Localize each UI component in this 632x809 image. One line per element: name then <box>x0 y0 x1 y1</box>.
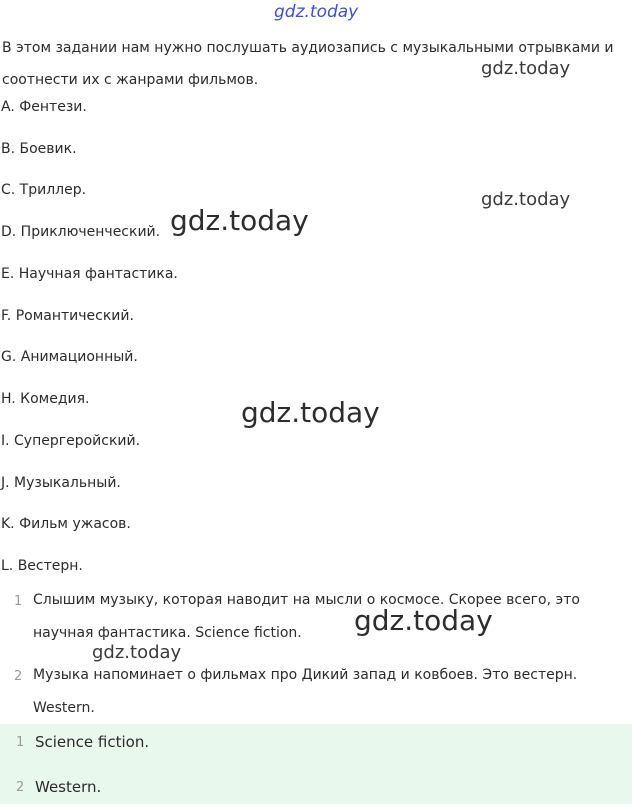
genre-item: K. Фильм ужасов. <box>1 516 131 532</box>
watermark-top: gdz.today <box>274 2 359 22</box>
answer-text: Western. <box>35 778 102 796</box>
explanation-text: Слышим музыку, которая наводит на мысли о космосе. Скорее всего, это научная фантастика. Science fiction. <box>33 592 580 641</box>
watermark: gdz.today <box>481 189 571 210</box>
genre-item: E. Научная фантастика. <box>1 266 178 282</box>
genre-item: I. Супергеройский. <box>1 433 141 449</box>
answer-number: 2 <box>16 780 25 795</box>
explanation-number: 1 <box>14 594 23 609</box>
genre-item: L. Вестерн. <box>1 558 83 574</box>
genre-item: A. Фентези. <box>1 99 87 115</box>
answer-text: Science fiction. <box>35 733 150 751</box>
intro-text: В этом задании нам нужно послушать аудиозапись с музыкальными отрывками и соотнести их с жанрами фильмов. <box>2 40 614 88</box>
genre-item: J. Музыкальный. <box>1 475 121 491</box>
explanation-text: Музыка напоминает о фильмах про Дикий запад и ковбоев. Это вестерн. Western. <box>33 667 578 716</box>
watermark: gdz.today <box>170 204 309 237</box>
genre-item: D. Приключенческий. <box>1 224 161 240</box>
genre-item: F. Романтический. <box>1 308 134 324</box>
genre-item: B. Боевик. <box>1 141 77 157</box>
answers-box <box>0 724 632 804</box>
genre-item: C. Триллер. <box>1 182 87 198</box>
answer-row <box>0 769 632 809</box>
answer-number: 1 <box>16 735 25 750</box>
genre-item: G. Анимационный. <box>1 349 138 365</box>
explanation-number: 2 <box>14 669 23 684</box>
watermark: gdz.today <box>241 396 380 429</box>
watermark: gdz.today <box>354 604 493 637</box>
answer-row <box>0 724 632 764</box>
watermark: gdz.today <box>481 58 571 79</box>
genre-item: H. Комедия. <box>1 391 90 407</box>
watermark: gdz.today <box>92 642 182 663</box>
